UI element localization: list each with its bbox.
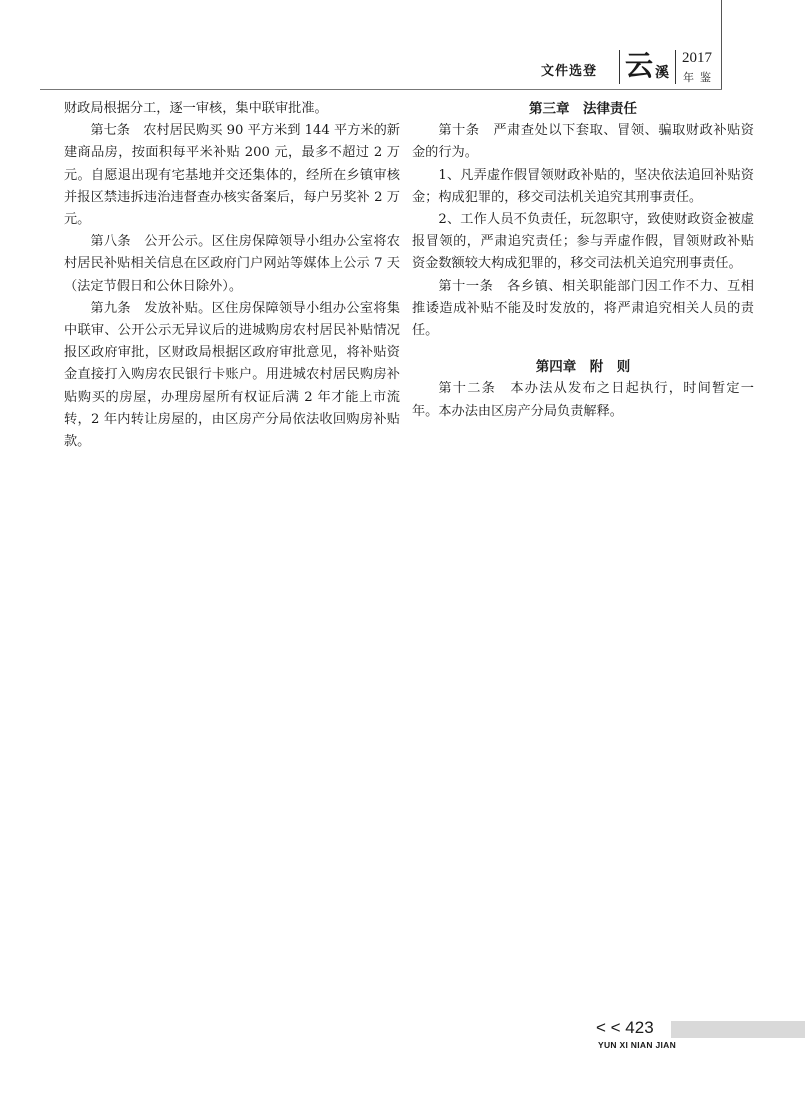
right-column — [412, 98, 754, 423]
article-12: 第十二条 本办法从发布之日起执行，时间暂定一年。本办法由区房产分局负责解释。 — [412, 381, 754, 419]
footer-publication-name: YUN XI NIAN JIAN — [598, 1040, 677, 1050]
header-section-title: 文件选登 — [541, 64, 598, 79]
page-number: < < 423 — [596, 1018, 654, 1037]
header-rule — [40, 89, 722, 90]
header-separator — [619, 50, 620, 84]
article-10-item-1: 1、凡弄虚作假冒领财政补贴的，坚决依法追回补贴资金；构成犯罪的，移交司法机关追究其刑事责任。 — [412, 167, 754, 205]
header-logo-main: 云 — [625, 49, 654, 82]
header-yearbook: 年鉴 — [683, 71, 717, 84]
header-year: 2017 — [682, 50, 712, 66]
article-8: 第八条 公开公示。区住房保障领导小组办公室将农村居民补贴相关信息在区政府门户网站等媒体上公示 7 天（法定节假日和公休日除外）。 — [64, 234, 400, 294]
chapter-3-title: 第三章 法律责任 — [529, 101, 637, 117]
chapter-4-title: 第四章 附 则 — [535, 359, 631, 376]
header-vertical-rule — [721, 0, 722, 89]
page-number-bar — [671, 1021, 805, 1038]
article-11: 第十一条 各乡镇、相关职能部门因工作不力、互相推诿造成补贴不能及时发放的，将严肃追究相关人员的责任。 — [412, 278, 754, 339]
article-10-item-2: 2、工作人员不负责任，玩忽职守，致使财政资金被虚报冒领的，严肃追究责任；参与弄虚作假，冒领财政补贴资金数额较大构成犯罪的，移交司法机关追究刑事责任。 — [412, 212, 754, 272]
paragraph-continued: 财政局根据分工，逐一审核，集中联审批准。 — [64, 101, 328, 116]
header-separator-2 — [675, 50, 676, 84]
article-10: 第十条 严肃查处以下套取、冒领、骗取财政补贴资金的行为。 — [412, 123, 754, 161]
header-logo-sub: 溪 — [655, 65, 669, 81]
article-9: 第九条 发放补贴。区住房保障领导小组办公室将集中联审、公开公示无异议后的进城购房农村居民补贴情况报区政府审批，区财政局根据区政府审批意见，将补贴资金直接打入购房农民银行卡账户。用进城农村居民购房补贴购买的房屋，办理房屋所有权证后满 2 年才能上市流转，2 年内转让房屋的，由区房产分局依法收回购房补贴款。 — [64, 300, 400, 450]
left-column — [64, 98, 400, 453]
article-7: 第七条 农村居民购买 90 平方米到 144 平方米的新建商品房，按面积每平米补贴 200 元，最多不超过 2 万元。自愿退出现有宅基地并交还集体的，经所在乡镇审核并报区禁违拆违治违督查办核实备案后，每户另奖补 2 万元。 — [64, 123, 400, 228]
